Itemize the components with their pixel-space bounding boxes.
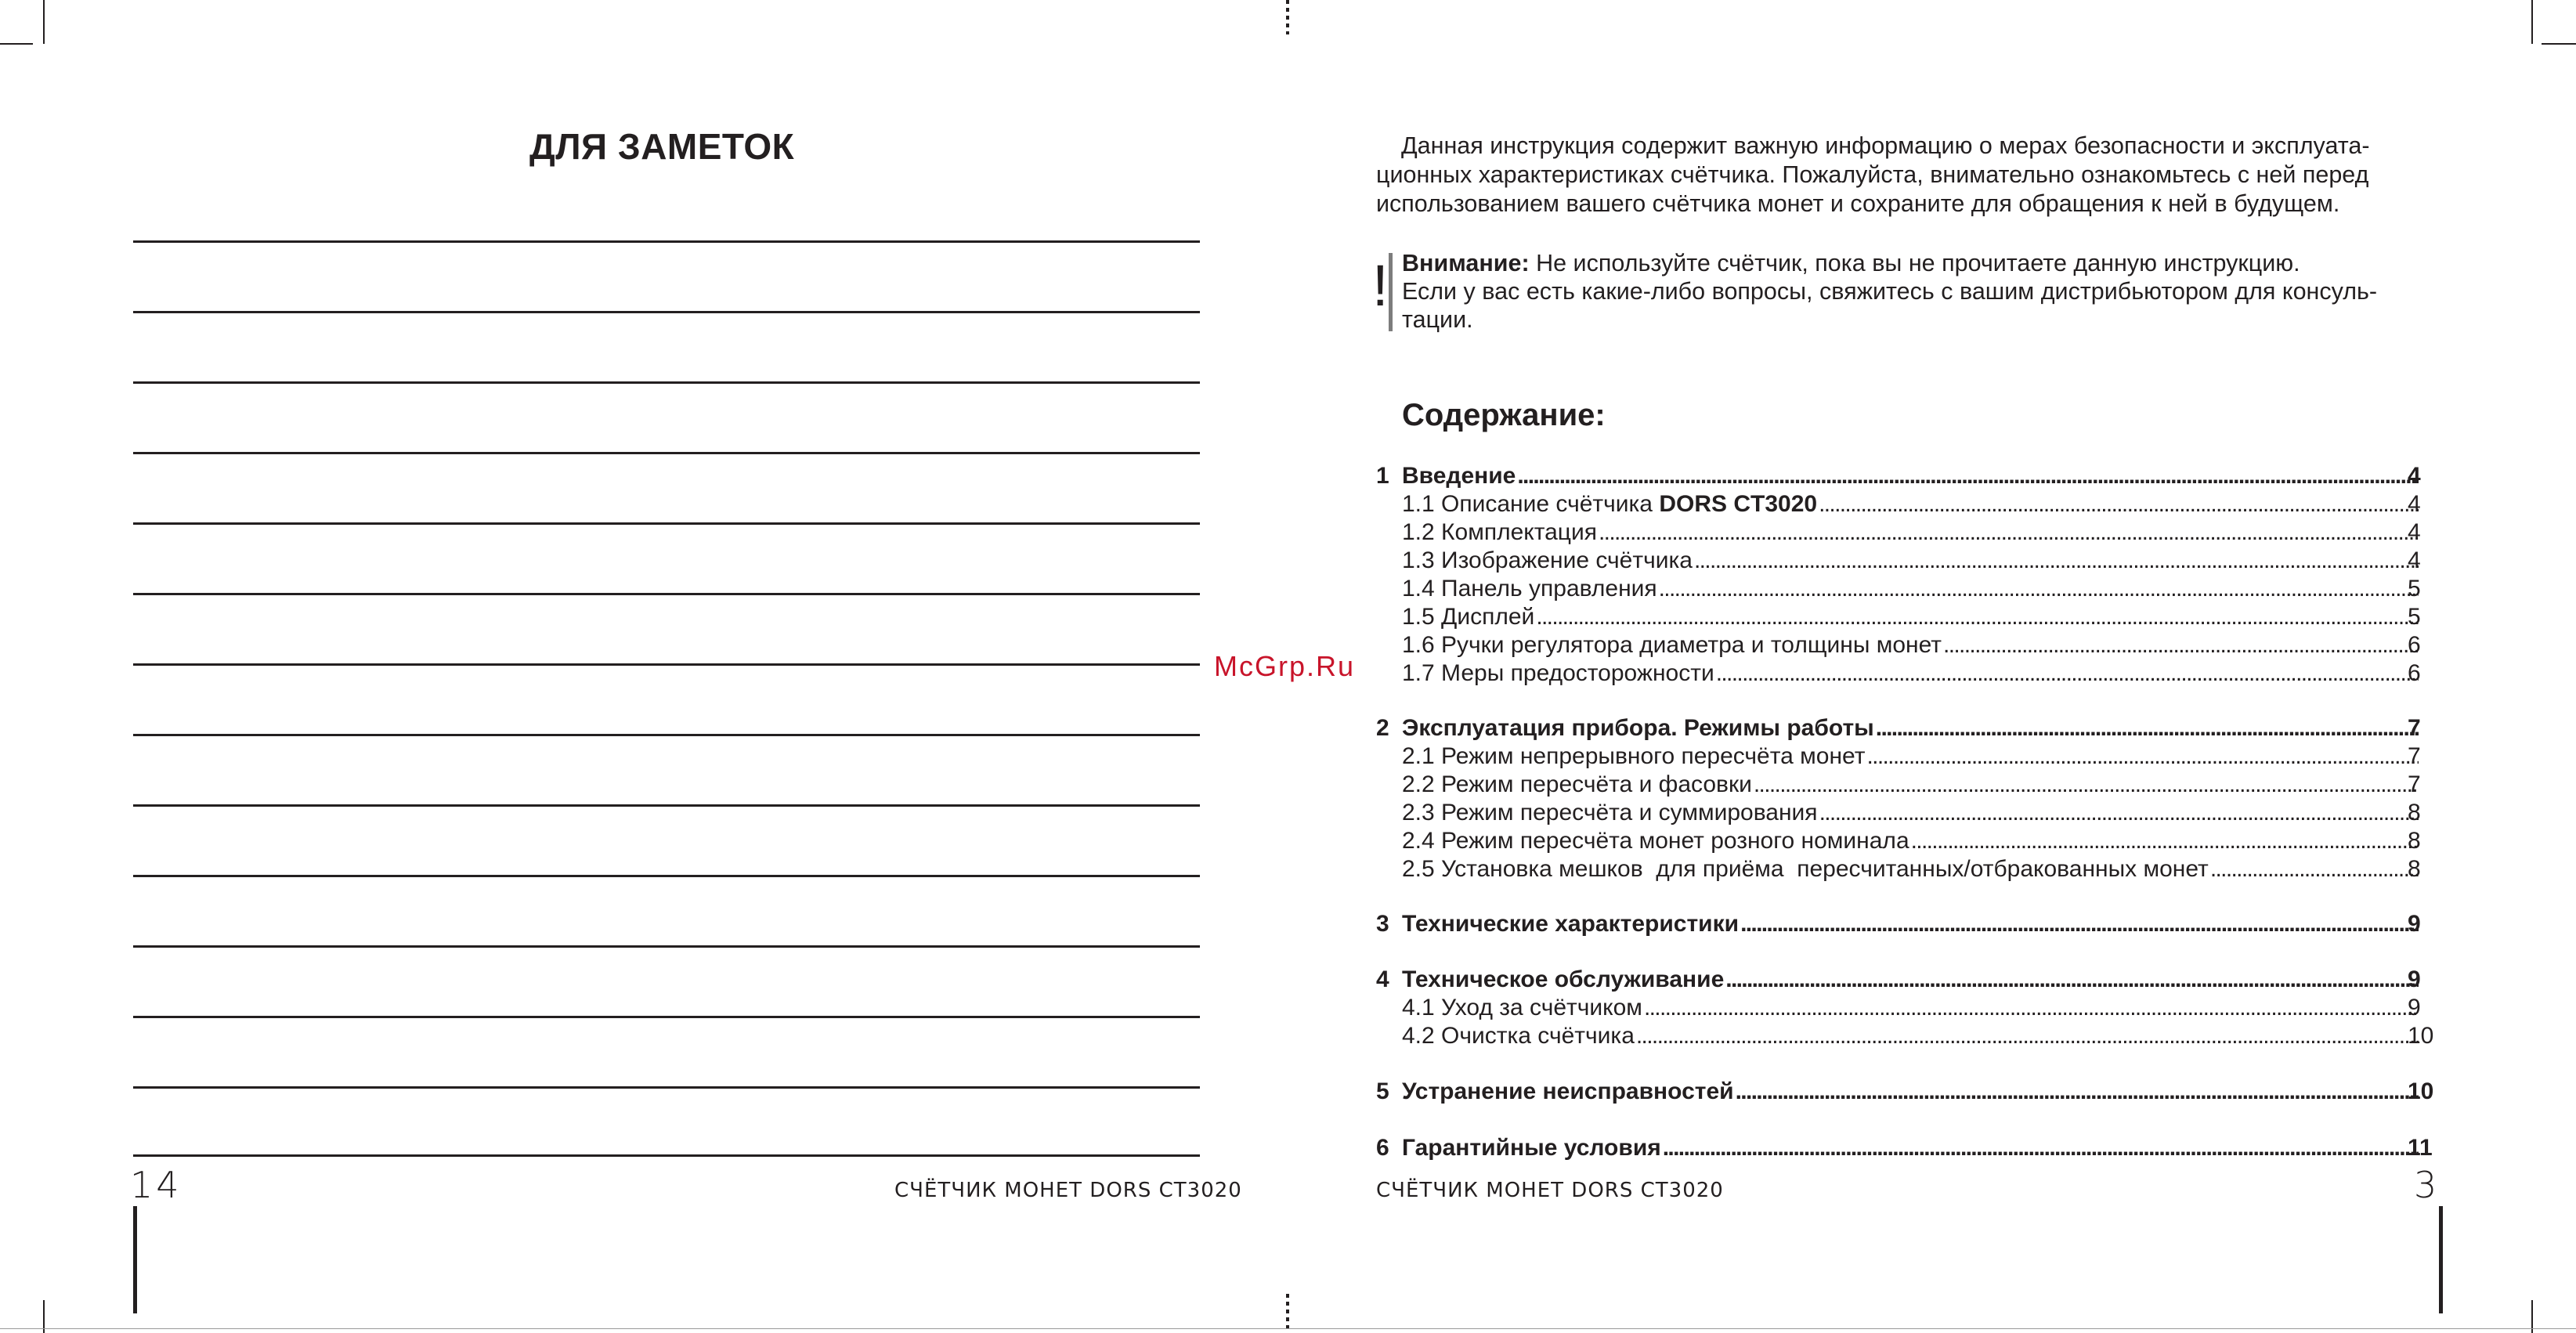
toc-entry-label: Технические характеристики (1402, 911, 1740, 937)
intro-line: использованием вашего счётчика монет и сохраните для обращения к ней в будущем. (1376, 190, 2340, 217)
toc-entry-page: 4 (2408, 547, 2421, 573)
note-line (133, 311, 1200, 313)
toc-entry-label: 2.1 Режим непрерывного пересчёта монет (1402, 743, 1866, 769)
toc-entry-label: 1.7 Меры предосторожности (1402, 660, 1714, 686)
toc-entry (1376, 799, 2443, 827)
page-bottom-edge (0, 1328, 2576, 1329)
toc-leader (1663, 1134, 2419, 1162)
toc-entry (1376, 771, 2443, 799)
toc-leader (1911, 827, 2419, 855)
toc-entry (1376, 659, 2443, 688)
toc-leader (1725, 966, 2419, 994)
toc-leader (1736, 1078, 2419, 1106)
toc-leader (1636, 1022, 2419, 1050)
toc-entry-page: 9 (2408, 995, 2421, 1021)
crop-mark (2531, 0, 2533, 44)
toc-entry-page: 5 (2408, 576, 2421, 601)
footer-left: СЧЁТЧИК МОНЕТ DORS CT3020 (894, 1179, 1242, 1202)
toc-entry-page: 4 (2408, 519, 2421, 545)
toc-entry-number: 2 (1376, 715, 1389, 741)
toc-entry-page: 7 (2408, 715, 2421, 741)
toc-entry (1376, 518, 2443, 547)
intro-line: ционных характеристиках счётчика. Пожалуйста, внимательно ознакомьтесь с ней перед (1376, 161, 2369, 188)
page-edge-bar-left (133, 1206, 137, 1313)
toc-entry (1376, 1134, 2443, 1162)
toc-entry (1376, 994, 2443, 1022)
toc-entry-page: 11 (2408, 1135, 2433, 1161)
toc-entry-label: 4.1 Уход за счётчиком (1402, 995, 1642, 1021)
fold-mark-bottom (1286, 1294, 1289, 1328)
note-line (133, 734, 1200, 736)
note-line (133, 1086, 1200, 1089)
note-line (133, 1016, 1200, 1018)
toc-entry-label: 1.3 Изображение счётчика (1402, 547, 1693, 573)
toc-leader (1644, 994, 2419, 1022)
toc-leader (1866, 742, 2419, 771)
note-line (133, 875, 1200, 877)
warning-line: тации. (1402, 306, 1473, 333)
toc-entry-label: 1.1 Описание счётчика (1402, 491, 1660, 517)
toc-leader (1536, 603, 2419, 631)
toc-leader (1819, 799, 2419, 827)
toc-entry-label: Устранение неисправностей (1402, 1078, 1734, 1104)
toc-entry-page: 10 (2408, 1023, 2434, 1049)
toc-entry-label: 2.3 Режим пересчёта и суммирования (1402, 800, 1818, 825)
toc-entry-label: 1.6 Ручки регулятора диаметра и толщины монет (1402, 632, 1942, 658)
toc-entry-page: 8 (2408, 856, 2421, 882)
toc-entry (1376, 1078, 2443, 1106)
toc-entry-page: 7 (2408, 743, 2421, 769)
toc-entry-label: 1.4 Панель управления (1402, 576, 1657, 601)
toc-entry (1376, 603, 2443, 631)
warning-text: Не используйте счётчик, пока вы не прочитаете данную инструкцию. (1529, 250, 2300, 276)
warning-bar (1389, 253, 1393, 331)
toc-entry-page: 9 (2408, 911, 2421, 937)
toc-entry (1376, 910, 2443, 938)
crop-mark (2542, 43, 2576, 45)
note-line (133, 945, 1200, 948)
crop-mark (43, 0, 45, 44)
toc-entry (1376, 575, 2443, 603)
footer-right: СЧЁТЧИК МОНЕТ DORS CT3020 (1376, 1179, 1724, 1202)
toc-entry-number: 1 (1376, 463, 1389, 489)
toc-entry-label-model: DORS CT3020 (1659, 491, 1818, 517)
toc-entry (1376, 462, 2443, 490)
toc-leader (1599, 518, 2419, 547)
toc-leader (1716, 659, 2419, 688)
toc-entry (1376, 855, 2443, 883)
note-line (133, 452, 1200, 454)
toc-leader (1740, 910, 2419, 938)
toc-entry-label: Эксплуатация прибора. Режимы работы (1402, 715, 1874, 741)
toc-entry (1376, 1022, 2443, 1050)
toc-entry-page: 6 (2408, 632, 2421, 658)
note-line (133, 381, 1200, 384)
toc-entry-page: 8 (2408, 800, 2421, 825)
watermark: McGrp.Ru (1214, 650, 1356, 682)
toc-entry-label: 1.2 Комплектация (1402, 519, 1597, 545)
notes-title: ДЛЯ ЗАМЕТОК (529, 126, 795, 167)
toc-entry-label: 2.2 Режим пересчёта и фасовки (1402, 771, 1752, 797)
toc-entry (1376, 547, 2443, 575)
toc-entry-page: 10 (2408, 1078, 2434, 1104)
toc-leader (1876, 714, 2419, 742)
toc-entry (1376, 490, 2443, 518)
toc-entry-page: 7 (2408, 771, 2421, 797)
toc-entry (1376, 966, 2443, 994)
toc-entry-number: 3 (1376, 911, 1389, 937)
toc-leader (1659, 575, 2419, 603)
exclamation-icon: ! (1372, 253, 1389, 318)
toc-leader (1754, 771, 2419, 799)
toc-entry-page: 4 (2408, 463, 2421, 489)
intro-line: Данная инструкция содержит важную информацию о мерах безопасности и эксплуата- (1401, 132, 2370, 159)
toc-leader (2210, 855, 2419, 883)
toc-entry-page: 8 (2408, 828, 2421, 854)
toc-entry-label: Гарантийные условия (1402, 1135, 1661, 1161)
toc-leader (1694, 547, 2419, 575)
toc-entry-label: Введение (1402, 463, 1516, 489)
warning-label: Внимание: (1402, 250, 1530, 276)
toc-entry-label: 2.4 Режим пересчёта монет розного номинала (1402, 828, 1909, 854)
note-line (133, 663, 1200, 666)
toc-entry-label: 2.5 Установка мешков для приёма пересчитанных/отбракованных монет (1402, 856, 2209, 882)
toc-entry-label: 1.5 Дисплей (1402, 604, 1535, 630)
note-line (133, 804, 1200, 807)
toc-entry (1376, 631, 2443, 659)
crop-mark (0, 43, 33, 45)
note-line (133, 522, 1200, 525)
toc-entry (1376, 827, 2443, 855)
toc-entry-number: 6 (1376, 1135, 1389, 1161)
toc-entry-label: Техническое обслуживание (1402, 966, 1725, 992)
warning-line: Если у вас есть какие-либо вопросы, свяжитесь с вашим дистрибьютором для консуль- (1402, 278, 2378, 305)
page-edge-bar-right (2439, 1206, 2443, 1313)
toc-entry-number: 5 (1376, 1078, 1389, 1104)
toc-entry-page: 6 (2408, 660, 2421, 686)
toc-title: Содержание: (1402, 398, 1606, 432)
toc-leader (1819, 490, 2419, 518)
page-number-left: 14 (130, 1164, 182, 1206)
toc-entry-page: 5 (2408, 604, 2421, 630)
toc-entry-page: 9 (2408, 966, 2421, 992)
note-line (133, 1154, 1200, 1157)
note-line (133, 240, 1200, 243)
toc-entry-label: 4.2 Очистка счётчика (1402, 1023, 1635, 1049)
intro-paragraph (1376, 132, 2443, 219)
toc-entry (1376, 714, 2443, 742)
warning-line (1402, 249, 2444, 277)
note-line (133, 593, 1200, 595)
toc-entry-page: 4 (2408, 491, 2421, 517)
toc-leader (1517, 462, 2419, 490)
fold-mark-top (1286, 0, 1289, 34)
page-number-right: 3 (2414, 1164, 2441, 1206)
toc-leader (1943, 631, 2419, 659)
toc-entry-number: 4 (1376, 966, 1389, 992)
warning-block (1402, 249, 2444, 334)
toc-entry (1376, 742, 2443, 771)
